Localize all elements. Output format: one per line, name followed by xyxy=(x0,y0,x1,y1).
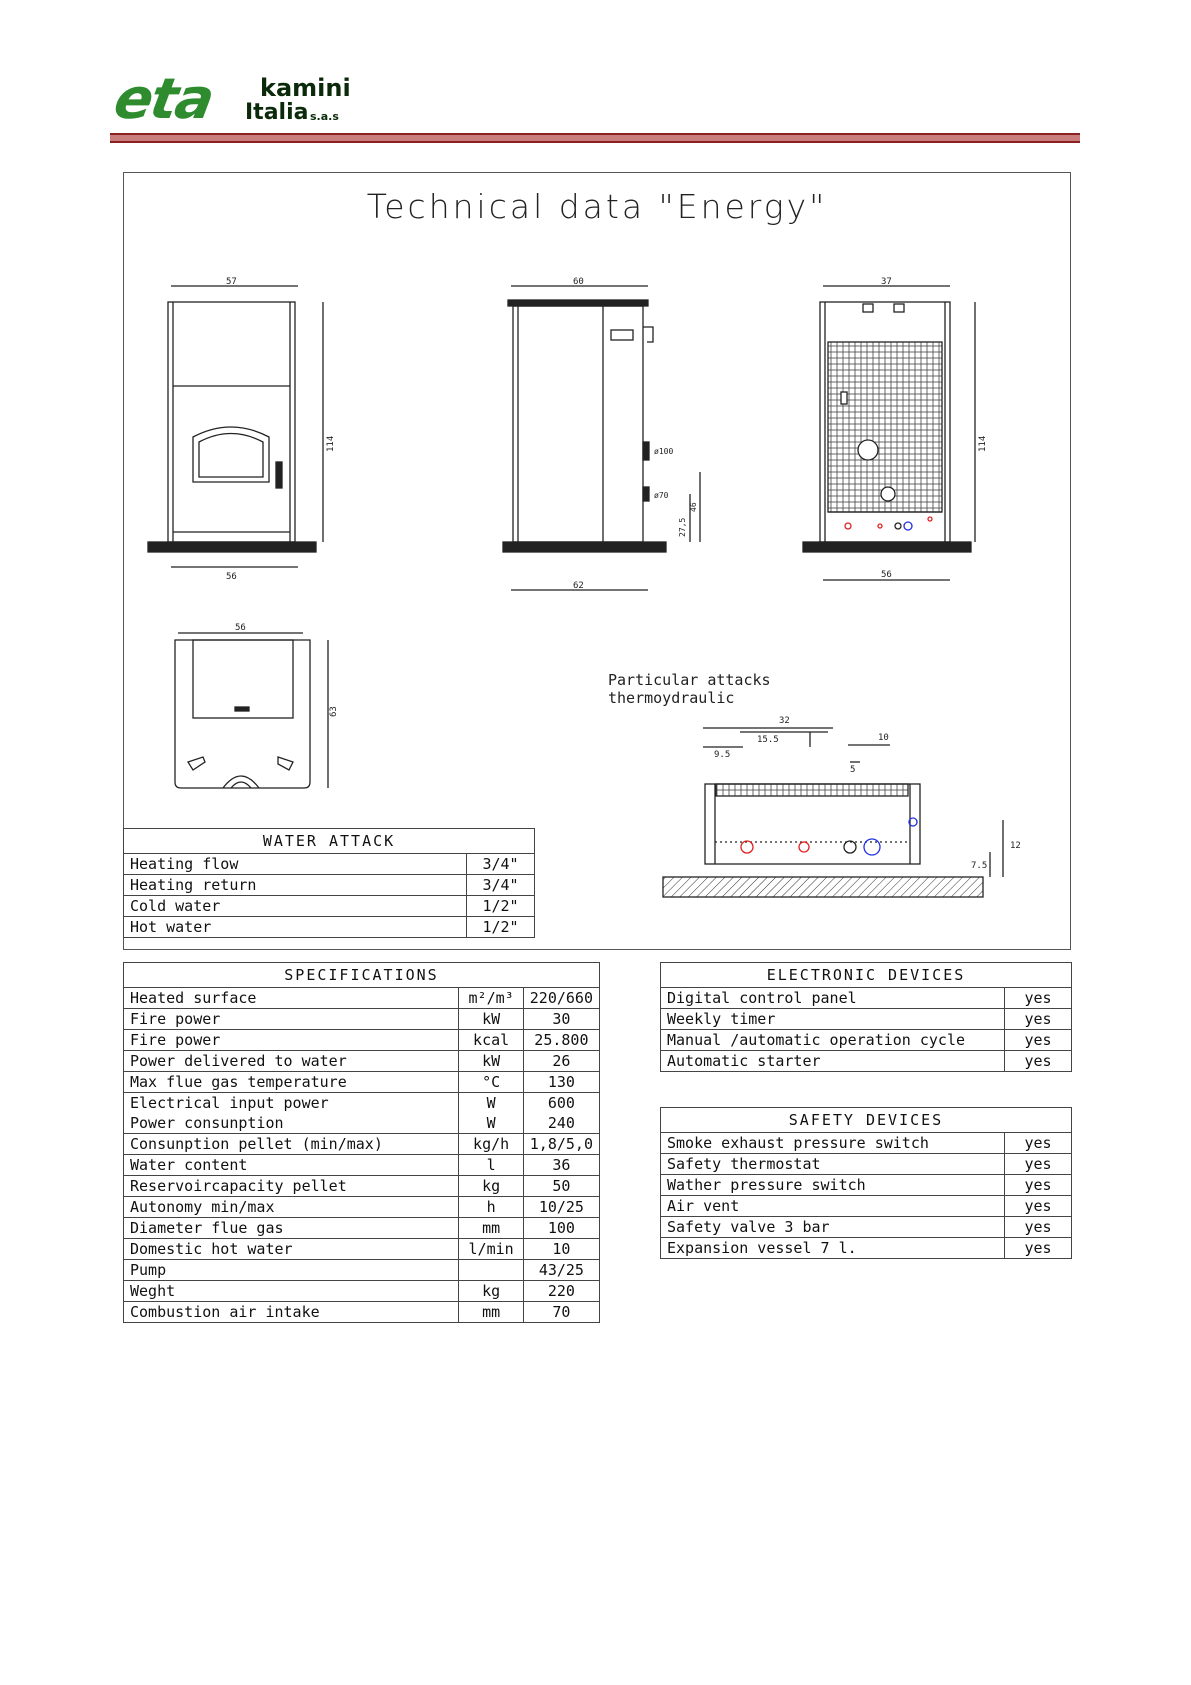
back-bottom-dim: 56 xyxy=(881,570,892,580)
side-275-dim: 27,5 xyxy=(678,517,687,537)
row-label: Power consunption xyxy=(124,1113,459,1134)
row-unit: kg/h xyxy=(459,1134,523,1155)
table-row xyxy=(124,988,600,1009)
back-view xyxy=(803,286,975,580)
table-row xyxy=(661,1133,1072,1154)
row-value: 70 xyxy=(523,1302,599,1323)
header-rule xyxy=(110,133,1080,143)
table-row xyxy=(124,1197,600,1218)
row-label: Max flue gas temperature xyxy=(124,1072,459,1093)
row-unit: h xyxy=(459,1197,523,1218)
front-height-dim: 114 xyxy=(326,435,336,452)
row-value: 130 xyxy=(523,1072,599,1093)
row-unit: l/min xyxy=(459,1239,523,1260)
row-label: Weekly timer xyxy=(661,1009,1005,1030)
side-46-dim: 46 xyxy=(689,502,698,512)
row-label: Consunption pellet (min/max) xyxy=(124,1134,459,1155)
table-row xyxy=(124,1239,600,1260)
table-row xyxy=(124,1093,600,1114)
row-label: Power delivered to water xyxy=(124,1051,459,1072)
row-label: Automatic starter xyxy=(661,1051,1005,1072)
row-value: yes xyxy=(1005,1154,1072,1175)
row-value: yes xyxy=(1005,1133,1072,1154)
row-label: Weght xyxy=(124,1281,459,1302)
row-value: yes xyxy=(1005,1217,1072,1238)
table-row xyxy=(124,1030,600,1051)
row-label: Heated surface xyxy=(124,988,459,1009)
table-row xyxy=(661,1238,1072,1259)
logo-sas-text: s.a.s xyxy=(310,110,339,123)
row-value: 3/4" xyxy=(467,854,535,875)
row-label: Heating flow xyxy=(124,854,467,875)
safety-devices-table xyxy=(660,1107,1072,1259)
row-value: yes xyxy=(1005,1009,1072,1030)
side-view xyxy=(503,286,700,590)
electronic-devices-title: ELECTRONIC DEVICES xyxy=(661,963,1072,988)
row-value: yes xyxy=(1005,1030,1072,1051)
detail-10-dim: 10 xyxy=(878,733,889,743)
detail-12-dim: 12 xyxy=(1010,841,1021,851)
row-value: 220 xyxy=(523,1281,599,1302)
row-value: 36 xyxy=(523,1155,599,1176)
row-label: Water content xyxy=(124,1155,459,1176)
side-d70-dim: ø70 xyxy=(654,491,669,500)
row-label: Reservoircapacity pellet xyxy=(124,1176,459,1197)
row-label: Safety valve 3 bar xyxy=(661,1217,1005,1238)
row-label: Air vent xyxy=(661,1196,1005,1217)
row-value: 30 xyxy=(523,1009,599,1030)
table-row xyxy=(124,1260,600,1281)
row-unit: W xyxy=(459,1113,523,1134)
table-row xyxy=(124,1113,600,1134)
table-row xyxy=(124,1134,600,1155)
table-row xyxy=(661,1196,1072,1217)
front-top-dim: 57 xyxy=(226,277,237,287)
row-value: 43/25 xyxy=(523,1260,599,1281)
row-unit: kg xyxy=(459,1281,523,1302)
row-unit: l xyxy=(459,1155,523,1176)
row-label: Electrical input power xyxy=(124,1093,459,1114)
row-label: Smoke exhaust pressure switch xyxy=(661,1133,1005,1154)
front-view xyxy=(148,286,323,567)
company-logo xyxy=(109,67,375,132)
row-label: Digital control panel xyxy=(661,988,1005,1009)
table-row xyxy=(124,1302,600,1323)
back-height-dim: 114 xyxy=(978,435,988,452)
table-row xyxy=(661,1030,1072,1051)
detail-75-dim: 7.5 xyxy=(971,861,988,871)
table-row xyxy=(124,1009,600,1030)
front-bottom-dim: 56 xyxy=(226,572,237,582)
back-top-dim: 37 xyxy=(881,277,892,287)
row-value: 26 xyxy=(523,1051,599,1072)
row-value: 1,8/5,0 xyxy=(523,1134,599,1155)
row-label: Hot water xyxy=(124,917,467,938)
row-value: yes xyxy=(1005,1175,1072,1196)
table-row xyxy=(661,988,1072,1009)
detail-32-dim: 32 xyxy=(779,716,790,726)
row-label: Fire power xyxy=(124,1030,459,1051)
side-top-dim: 60 xyxy=(573,277,584,287)
water-attack-table xyxy=(123,828,535,938)
particular-attacks-label xyxy=(608,671,780,707)
row-unit: kW xyxy=(459,1009,523,1030)
side-bottom-dim: 62 xyxy=(573,581,584,591)
row-value: yes xyxy=(1005,1196,1072,1217)
row-label: Autonomy min/max xyxy=(124,1197,459,1218)
row-value: 10/25 xyxy=(523,1197,599,1218)
row-unit: m²/m³ xyxy=(459,988,523,1009)
row-label: Domestic hot water xyxy=(124,1239,459,1260)
row-unit: W xyxy=(459,1093,523,1114)
row-value: 600 xyxy=(523,1093,599,1114)
table-row xyxy=(661,1051,1072,1072)
particular-line: thermoydraulic xyxy=(608,689,735,707)
particular-line: Particular attacks xyxy=(608,671,771,689)
table-row xyxy=(124,854,535,875)
detail-95-dim: 9.5 xyxy=(714,750,731,760)
table-row xyxy=(124,1072,600,1093)
row-label: Combustion air intake xyxy=(124,1302,459,1323)
table-row xyxy=(124,917,535,938)
specifications-title: SPECIFICATIONS xyxy=(124,963,600,988)
table-row xyxy=(124,875,535,896)
table-row xyxy=(124,1176,600,1197)
row-label: Safety thermostat xyxy=(661,1154,1005,1175)
logo-kamini-text: kamini xyxy=(260,74,351,102)
row-unit xyxy=(459,1260,523,1281)
logo-italia-text: Italia xyxy=(245,100,309,125)
row-label: Cold water xyxy=(124,896,467,917)
side-d100-dim: ø100 xyxy=(654,447,674,456)
row-label: Manual /automatic operation cycle xyxy=(661,1030,1005,1051)
detail-155-dim: 15.5 xyxy=(757,735,779,745)
table-row xyxy=(124,1155,600,1176)
logo-eta-text: eta xyxy=(109,67,218,132)
row-value: yes xyxy=(1005,1051,1072,1072)
row-unit: kg xyxy=(459,1176,523,1197)
row-value: 1/2" xyxy=(467,917,535,938)
detail-5-dim: 5 xyxy=(850,765,856,775)
table-row xyxy=(661,1154,1072,1175)
row-value: 100 xyxy=(523,1218,599,1239)
water-attack-title: WATER ATTACK xyxy=(124,829,535,854)
table-row xyxy=(661,1009,1072,1030)
safety-devices-title: SAFETY DEVICES xyxy=(661,1108,1072,1133)
row-value: 220/660 xyxy=(523,988,599,1009)
row-label: Wather pressure switch xyxy=(661,1175,1005,1196)
row-unit: mm xyxy=(459,1302,523,1323)
plan-view xyxy=(175,633,328,788)
row-unit: mm xyxy=(459,1218,523,1239)
drawing-title: Technical data "Energy" xyxy=(366,187,828,226)
table-row xyxy=(661,1175,1072,1196)
row-value: 10 xyxy=(523,1239,599,1260)
table-row xyxy=(124,1281,600,1302)
row-value: 50 xyxy=(523,1176,599,1197)
specifications-table xyxy=(123,962,600,1323)
row-value: 25.800 xyxy=(523,1030,599,1051)
row-label: Diameter flue gas xyxy=(124,1218,459,1239)
table-row xyxy=(124,896,535,917)
electronic-devices-table xyxy=(660,962,1072,1072)
row-value: yes xyxy=(1005,988,1072,1009)
row-value: yes xyxy=(1005,1238,1072,1259)
row-label: Pump xyxy=(124,1260,459,1281)
row-label: Heating return xyxy=(124,875,467,896)
row-value: 1/2" xyxy=(467,896,535,917)
plan-top-dim: 56 xyxy=(235,623,246,633)
table-row xyxy=(124,1051,600,1072)
row-value: 3/4" xyxy=(467,875,535,896)
plan-side-dim: 63 xyxy=(329,706,339,717)
row-unit: °C xyxy=(459,1072,523,1093)
row-label: Expansion vessel 7 l. xyxy=(661,1238,1005,1259)
row-value: 240 xyxy=(523,1113,599,1134)
row-unit: kW xyxy=(459,1051,523,1072)
row-label: Fire power xyxy=(124,1009,459,1030)
row-unit: kcal xyxy=(459,1030,523,1051)
table-row xyxy=(661,1217,1072,1238)
table-row xyxy=(124,1218,600,1239)
